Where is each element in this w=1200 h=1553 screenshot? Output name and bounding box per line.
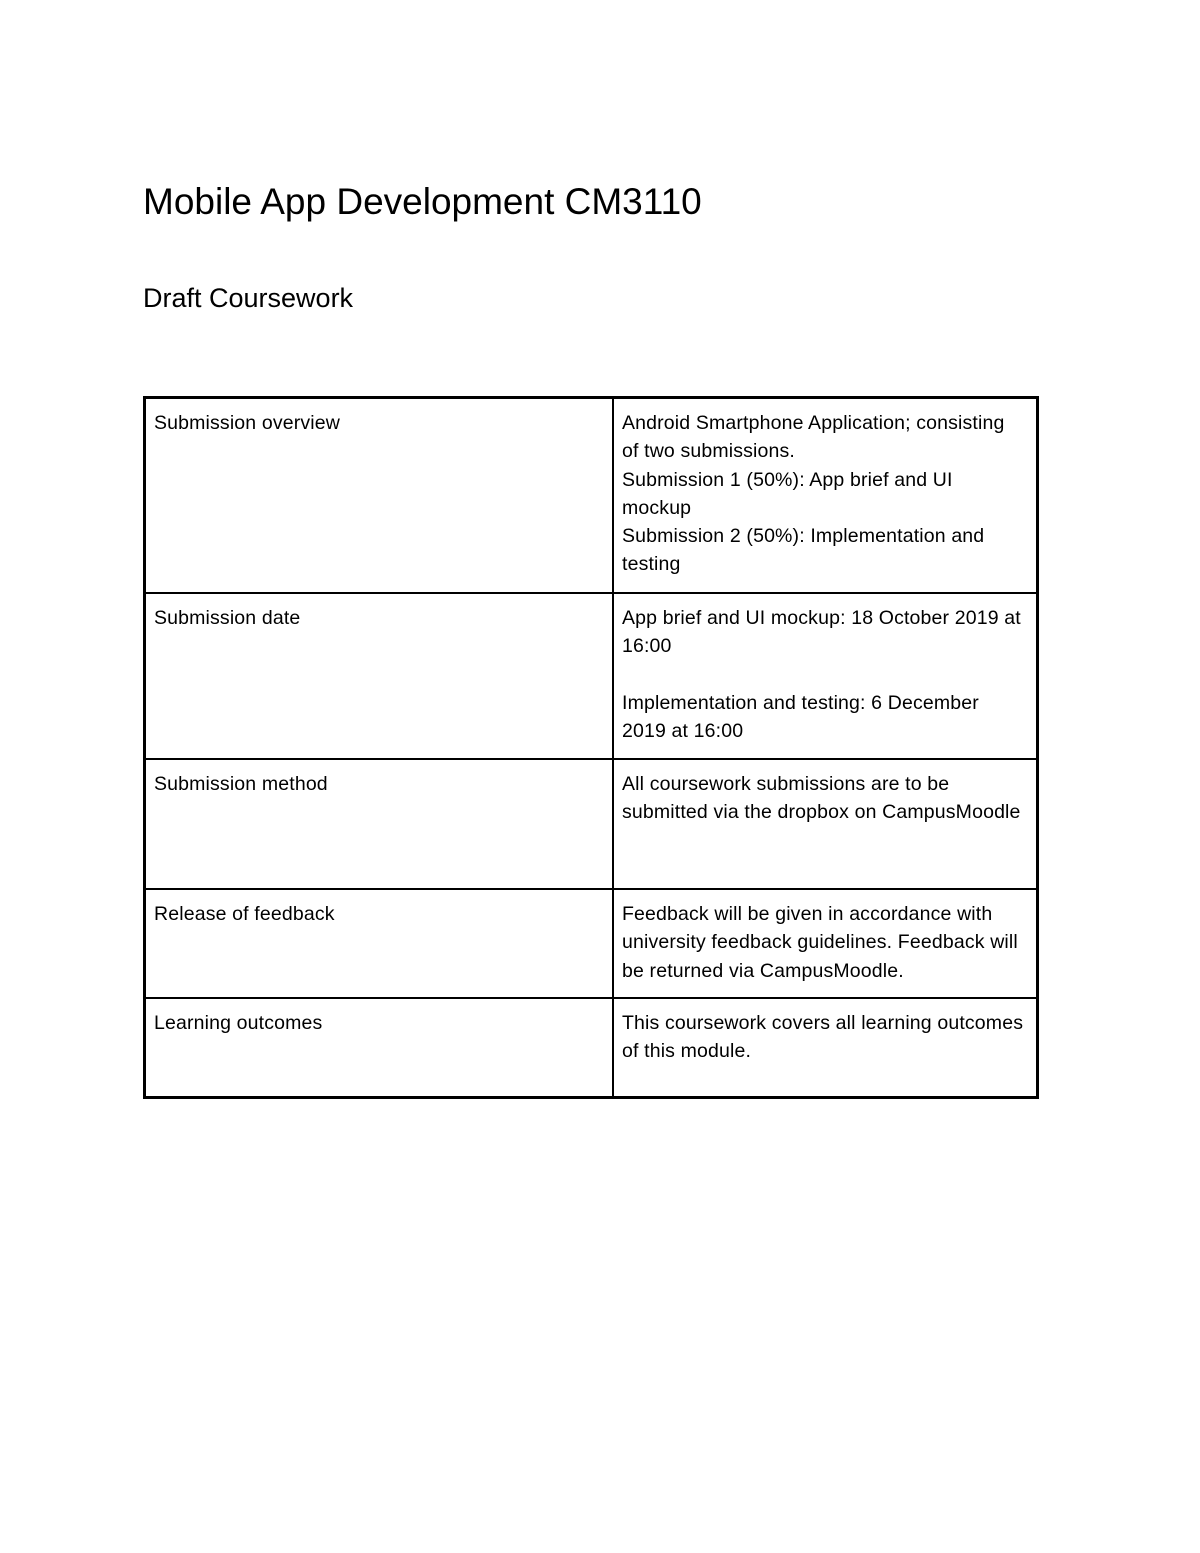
row-label-learning-outcomes: Learning outcomes — [154, 1011, 323, 1034]
table-row — [145, 593, 1038, 759]
table-row — [145, 759, 1038, 889]
value-cell — [613, 398, 1038, 594]
label-cell — [145, 593, 614, 759]
row-label-submission-method: Submission method — [154, 773, 328, 795]
overview-line: Android Smartphone Application; consisting of two submissions. — [622, 412, 1005, 463]
coursework-info-table — [143, 396, 1039, 1099]
method-text: All coursework submissions are to be submitted via the dropbox on CampusMoodle — [622, 773, 1021, 824]
table-row — [145, 889, 1038, 998]
feedback-text: Feedback will be given in accordance with university feedback guidelines. Feedback will be returned via CampusMoodle. — [622, 903, 1018, 982]
row-label-release-of-feedback: Release of feedback — [154, 903, 335, 925]
page-subtitle: Draft Coursework — [143, 283, 354, 313]
date-line: Implementation and testing: 6 December 2019 at 16:00 — [622, 691, 979, 743]
row-label-submission-date: Submission date — [154, 607, 301, 629]
label-cell — [145, 998, 614, 1098]
value-cell — [613, 998, 1038, 1098]
overview-line: Submission 2 (50%): Implementation and testing — [622, 525, 985, 576]
row-label-submission-overview: Submission overview — [154, 412, 341, 434]
value-cell — [613, 889, 1038, 998]
label-cell — [145, 759, 614, 889]
table-row — [145, 398, 1038, 594]
date-line: App brief and UI mockup: 18 October 2019 at 16:00 — [622, 607, 1021, 658]
label-cell — [145, 889, 614, 998]
page-title: Mobile App Development CM3110 — [143, 181, 702, 222]
overview-line: Submission 1 (50%): App brief and UI mockup — [622, 468, 953, 519]
label-cell — [145, 398, 614, 594]
value-cell — [613, 593, 1038, 759]
value-cell — [613, 759, 1038, 889]
outcomes-text: This coursework covers all learning outcomes of this module. — [622, 1011, 1024, 1063]
table-row — [145, 998, 1038, 1098]
paragraph-gap — [622, 661, 1024, 689]
